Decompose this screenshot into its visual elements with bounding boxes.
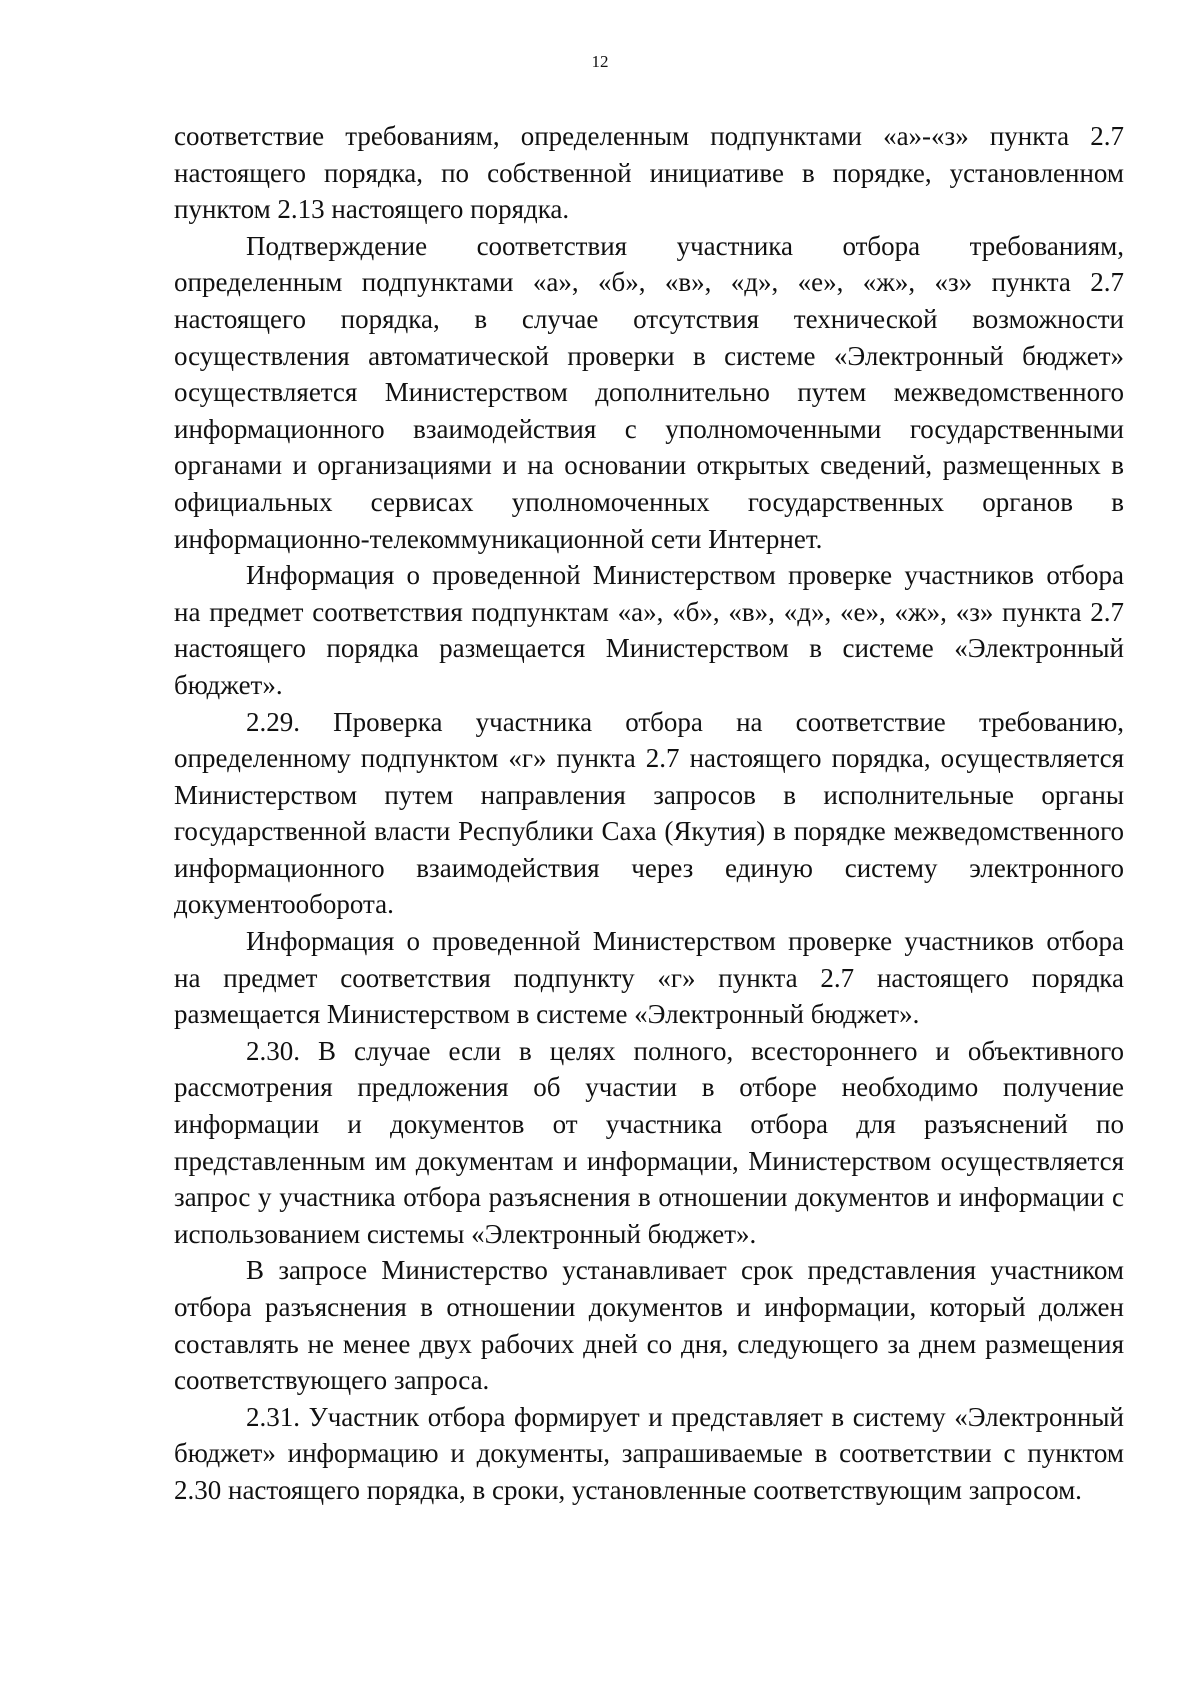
paragraph-check-info: Информация о проведенной Министерством проверке участников отбора на предмет соответствия подпунктам «а», «б», «в», «д», «е», «ж», «з» пункта 2.7 настоящего порядка размещается Министерством в системе «Электронный бюджет». xyxy=(174,560,1124,700)
paragraph-2-31: 2.31. Участник отбора формирует и представляет в систему «Электронный бюджет» информацию и документы, запрашиваемые в соответствии с пунктом 2.30 настоящего порядка, в сроки, установленные соответствующим запросом. xyxy=(174,1401,1124,1505)
paragraph-2-29: 2.29. Проверка участника отбора на соответствие требованию, определенному подпунктом «г» пункта 2.7 настоящего порядка, осуществляется Министерством путем направления запросов в исполнительные органы государственной власти Республики Саха (Якутия) в порядке межведомственного информационного взаимодействия через единую систему электронного документооборота. xyxy=(174,706,1124,920)
paragraph-2-30: 2.30. В случае если в целях полного, всестороннего и объективного рассмотрения предложения об участии в отборе необходимо получение информации и документов от участника отбора для разъяснений по представленным им документам и информации, Министерством осуществляется запрос у участника отбора разъяснения в отношении документов и информации с использованием системы «Электронный бюджет». xyxy=(174,1035,1124,1249)
paragraph-continuation: соответствие требованиям, определенным подпунктами «а»-«з» пункта 2.7 настоящего порядка, по собственной инициативе в порядке, установленном пунктом 2.13 настоящего порядка. xyxy=(174,121,1124,225)
paragraph-confirmation: Подтверждение соответствия участника отбора требованиям, определенным подпунктами «а», «б», «в», «д», «е», «ж», «з» пункта 2.7 настоящего порядка, в случае отсутствия технической возможности осуществления автоматической проверки в системе «Электронный бюджет» осуществляется Министерством дополнительно путем межведомственного информационного взаимодействия с уполномоченными государственными органами и организациями и на основании открытых сведений, размещенных в официальных сервисах уполномоченных государственных органов в информационно-телекоммуникационной сети Интернет. xyxy=(174,230,1124,554)
paragraph-check-info-g: Информация о проведенной Министерством проверке участников отбора на предмет соответствия подпункту «г» пункта 2.7 настоящего порядка размещается Министерством в системе «Электронный бюджет». xyxy=(174,926,1124,1030)
paragraph-request-deadline: В запросе Министерство устанавливает срок представления участником отбора разъяснения в отношении документов и информации, который должен составлять не менее двух рабочих дней со дня, следующего за днем размещения соответствующего запроса. xyxy=(174,1255,1124,1396)
page-number: 12 xyxy=(591,52,609,71)
document-body xyxy=(174,118,1124,1509)
